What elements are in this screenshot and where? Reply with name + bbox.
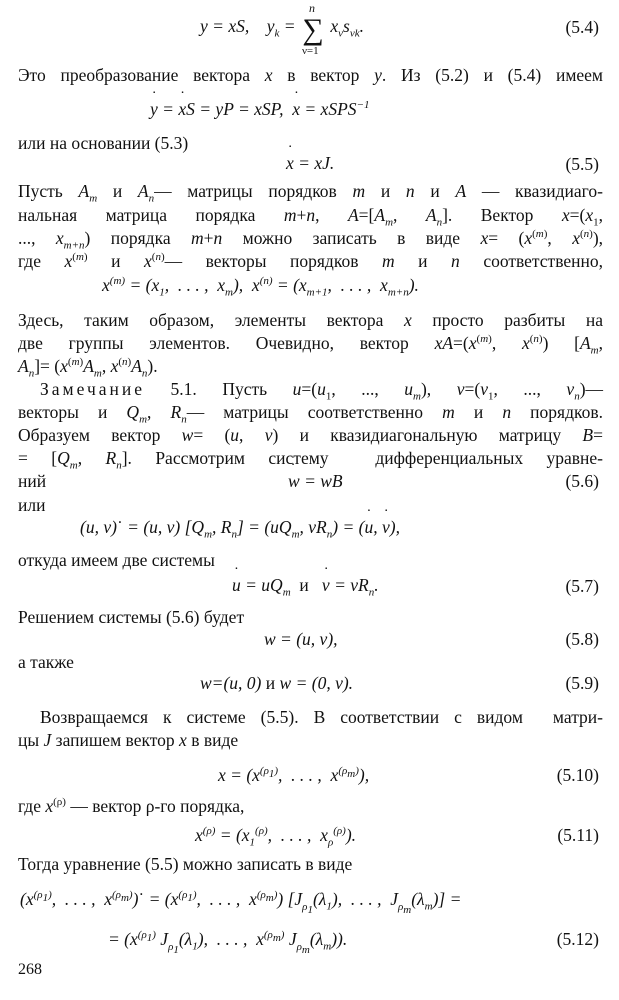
paragraph-line: нальная матрица порядка m+n, $A=[A_m$, $A_n$]. Вектор $x=(x_1$, <box>18 205 604 229</box>
equation-number: (5.11) <box>557 825 599 845</box>
equation-number: (5.10) <box>556 765 599 785</box>
equation-5-5: ˙ x = xJ. <box>286 152 334 176</box>
equation-5-12-line1: ($x^{(\rho_1)}$, . . . , $x^{(\rho_m)})˙ = (x^{(\rho_1)}$, . . . , $x^{(\rho_m)}$) [$J_{\rho_1}(\lambda_1)$, . . . , $J_{\rho_m}(\lambda_m)$] = <box>20 889 462 916</box>
equation-number: (5.5) <box>565 154 599 174</box>
remark-line: Образуем вектор w= (u, v) и квазидиагональную матрицу B= <box>18 425 603 445</box>
paragraph-line: или на основании (5.3) <box>18 133 189 153</box>
paragraph-line: откуда имеем две системы <box>18 550 215 570</box>
equation-5-9: w=(u, 0) и w = (0, v). <box>200 673 354 693</box>
equation-5-11: $x^{(\rho)} = (x_1^{(\rho)}$, . . . , $x_\rho^{(\rho)}$). <box>195 825 357 849</box>
equation-number: (5.9) <box>565 673 599 693</box>
equation-5-8: w = (u, v), <box>264 629 338 649</box>
equation-5-12-line2: = ($x^{(\rho_1)}$ $J_{\rho_1}(\lambda_1)$, . . . , $x^{(\rho_m)}$ $J_{\rho_m}(\lambda_m)$). <box>108 929 348 956</box>
page-number: 268 <box>18 961 42 978</box>
remark-line: = [$Q_m$, $R_n$]. Рассмотрим систему дифференциальных уравне- <box>18 448 604 472</box>
paragraph-line: Здесь, таким образом, элементы вектора x просто разбиты на <box>18 310 603 330</box>
equation-number: (5.6) <box>565 471 599 491</box>
equation-derivative: ˙ y = ˙ xS = yP = xSP, ˙ x = xSPS$^{-1}$ <box>150 98 369 122</box>
remark-line: Замечание 5.1. Пусть $u=(u_1$, ..., $u_m$), $v=(v_1$, ..., $v_n)—$ <box>40 379 604 403</box>
equation-number: (5.7) <box>565 576 599 596</box>
equation-system-uv: (u, v)˙ = (u, v) [$Q_m$, $R_n] = (uQ_m$, $vR_n$) = (˙ u, ˙ v), <box>80 516 400 540</box>
paragraph-line: Решением системы (5.6) будет <box>18 607 245 627</box>
paragraph-line: две группы элементов. Очевидно, вектор $xA=(x^{(m)}$, $x^{(n)}$) [$A_m$, <box>18 333 603 357</box>
paragraph-line: или <box>18 495 46 515</box>
paragraph-line: $A_n]= (x^{(m)}A_m$, $x^{(n)}A_n$). <box>18 356 158 380</box>
equation-5-4: y = xS, $y_k$ = n ∑ ν=1 $x_\nu s_{\nu k}$. <box>200 1 364 57</box>
equation-number: (5.12) <box>556 929 599 949</box>
remark-line: векторы и $Q_m$, $R_n—$ матрицы соответственно m и n порядков. <box>18 402 603 426</box>
paragraph-line: Пусть $A_m$ и $A_n—$ матрицы порядков m и n и A — квазидиаго- <box>18 181 603 205</box>
equation-number: (5.8) <box>565 629 599 649</box>
paragraph-line: где $x^{(m)}$ и $x^{(n)}—$ векторы порядков m и n соответственно, <box>18 251 603 271</box>
paragraph-line: ..., $x_{m+n}$) порядка m+n можно записать в виде $x= (x^{(m)}$, $x^{(n)}$), <box>18 228 604 252</box>
equation-partition: $x^{(m)} = (x_1$, . . . , $x_m$), $x^{(n)} = (x_{m+1}$, . . . , $x_{m+n}$). <box>102 275 419 299</box>
paragraph-line: а также <box>18 652 74 672</box>
remark-line: ний <box>18 471 47 491</box>
equation-5-7: ˙ $u = uQ_m$ и ˙ $v = vR_n$. <box>232 574 379 598</box>
equation-number: (5.4) <box>565 17 599 37</box>
equation-5-10: $x = (x^{(\rho_1)}$, . . . , $x^{(\rho_m)}$), <box>218 765 370 785</box>
paragraph-line: Возвращаемся к системе (5.5). В соответствии с видом матри- <box>40 707 603 727</box>
paragraph-line: цы J запишем вектор x в виде <box>18 730 239 750</box>
paragraph-line: Тогда уравнение (5.5) можно записать в виде <box>18 854 353 874</box>
equation-5-6: ˙ w = wB <box>288 470 343 494</box>
paragraph-line: где $x^{(\rho)}$ — вектор ρ-го порядка, <box>18 796 245 816</box>
paragraph-line: Это преобразование вектора x в вектор y. Из (5.2) и (5.4) имеем <box>18 65 603 85</box>
